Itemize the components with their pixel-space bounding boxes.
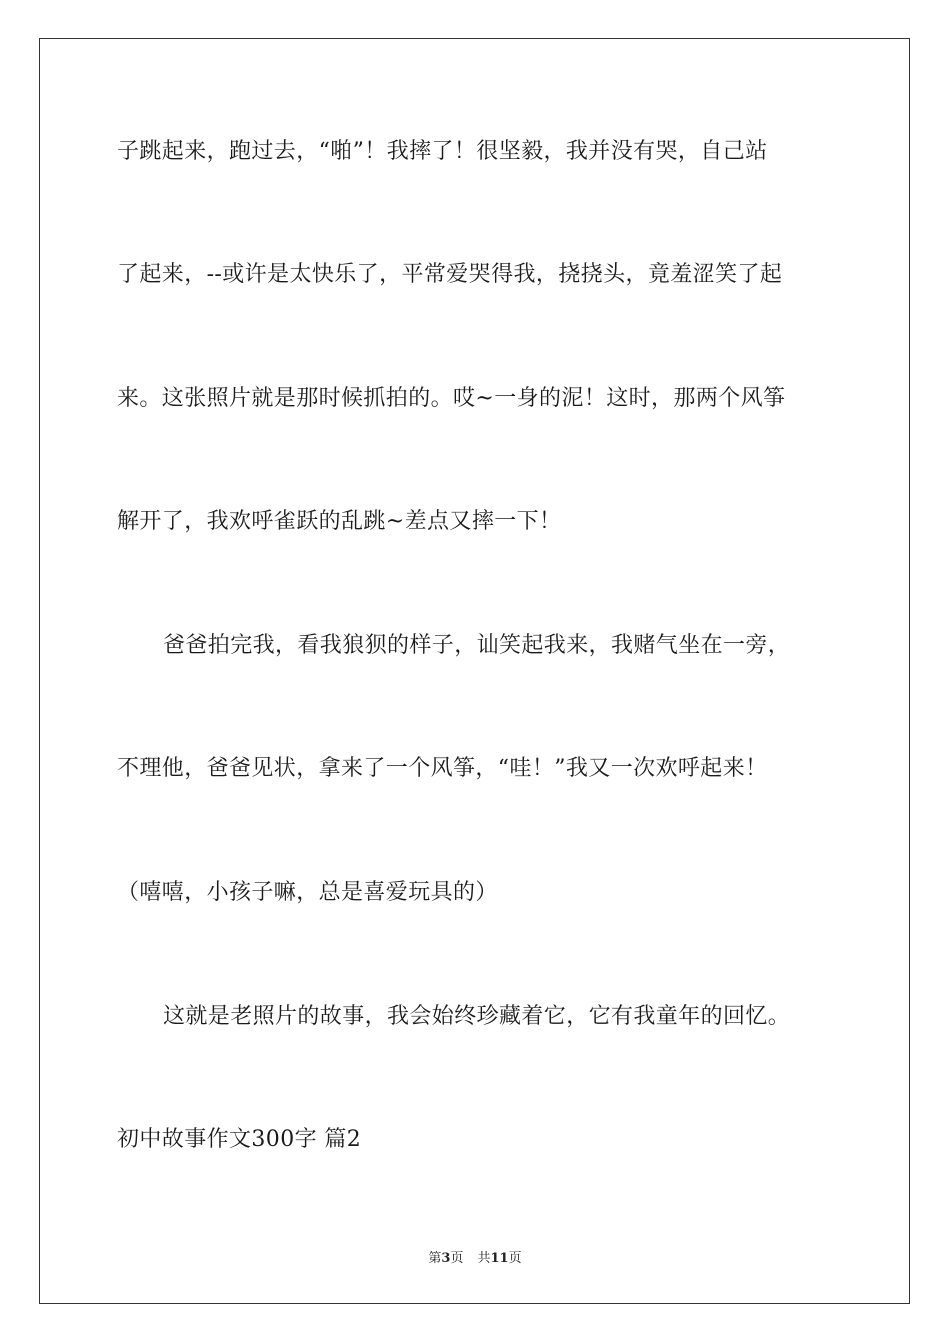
- body-line-6: 不理他，爸爸见状，拿来了一个风筝，“哇！”我又一次欢呼起来！: [117, 756, 768, 781]
- footer-total-pages: 11: [490, 1251, 509, 1266]
- page-footer: [0, 1247, 950, 1266]
- footer-total-prefix: 共: [477, 1251, 491, 1266]
- body-line-1: 子跳起来，跑过去，“啪”！我摔了！很坚毅，我并没有哭，自己站: [117, 139, 768, 164]
- footer-total-suffix: 页: [508, 1251, 522, 1266]
- footer-page-prefix: 第: [428, 1251, 442, 1266]
- footer-page-number: 3: [441, 1251, 451, 1266]
- body-line-3: 来。这张照片就是那时候抓拍的。哎~一身的泥！这时，那两个风筝: [117, 386, 786, 411]
- body-line-8: 这就是老照片的故事，我会始终珍藏着它，它有我童年的回忆。: [163, 1004, 791, 1029]
- body-line-4: 解开了，我欢呼雀跃的乱跳~差点又摔一下！: [117, 509, 562, 534]
- body-line-7: （嘻嘻，小孩子嘛，总是喜爱玩具的）: [117, 880, 498, 905]
- page-border: [39, 38, 910, 1304]
- body-line-2: 了起来，--或许是太快乐了，平常爱哭得我，挠挠头，竟羞涩笑了起: [117, 262, 783, 287]
- section-heading: 初中故事作文300字 篇2: [117, 1127, 362, 1152]
- footer-page-suffix: 页: [450, 1251, 464, 1266]
- body-line-5: 爸爸拍完我，看我狼狈的样子，讪笑起我来，我赌气坐在一旁，: [163, 633, 791, 658]
